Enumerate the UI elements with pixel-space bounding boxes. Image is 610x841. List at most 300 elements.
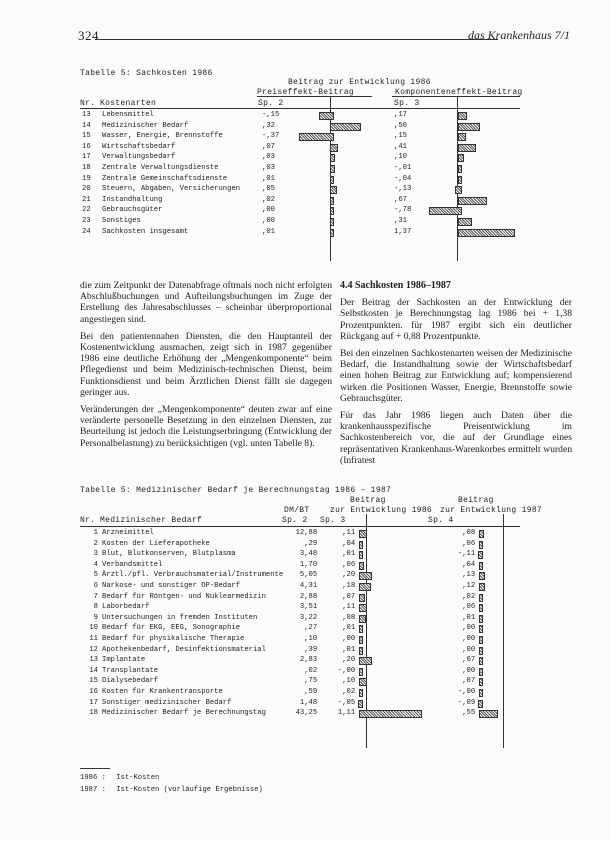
table2-group1986-line2: zur Entwicklung 1986 [330, 506, 433, 515]
row-value-1987: ,06 [462, 603, 476, 612]
row-value-dm: 1,48 [299, 698, 318, 707]
table-row [80, 131, 520, 142]
row-number: 1 [93, 529, 98, 537]
bar [479, 604, 483, 612]
table2-col-sp4: Sp. 4 [428, 516, 454, 525]
bar [479, 615, 483, 623]
row-bar-sp2 [328, 174, 392, 185]
row-value-1987: -,00 [457, 687, 476, 696]
row-label: Instandhaltung [102, 195, 163, 204]
row-value-dm: 3,51 [299, 603, 318, 612]
row-value-dm: ,10 [304, 634, 318, 643]
row-label: Apothekenbedarf, Desinfektionsmaterial [102, 645, 266, 654]
row-value-dm: ,75 [304, 677, 318, 686]
table-row [80, 142, 520, 153]
bar [359, 541, 363, 549]
row-bar-sp2 [328, 121, 392, 132]
row-value-dm: 2,83 [299, 656, 318, 665]
row-label: Wirtschaftsbedarf [102, 142, 176, 151]
row-label: Laborbedarf [102, 603, 150, 612]
bar [359, 572, 372, 580]
row-bar-sp3 [456, 110, 520, 121]
row-bar-1987 [477, 687, 521, 698]
bar [479, 668, 483, 676]
bar [330, 176, 334, 184]
bar [458, 133, 466, 141]
bar [359, 678, 367, 686]
table-row [80, 666, 521, 677]
row-value-dm: 12,88 [295, 529, 318, 537]
row-number: 24 [82, 227, 91, 236]
row-bar-1986 [357, 645, 433, 656]
row-value-1986: ,01 [342, 645, 356, 654]
table2-caption: Tabelle 5: Medizinischer Bedarf je Berechnungstag 1986 – 1987 [80, 486, 392, 495]
table-row [80, 602, 521, 613]
row-value-sp2: ,07 [262, 142, 275, 151]
row-value-1987: -,09 [457, 698, 476, 707]
row-bar-1987 [477, 666, 521, 677]
table1-col-name: Kostenarten [100, 99, 157, 108]
bar [458, 154, 464, 162]
row-value-dm: ,02 [304, 666, 318, 675]
row-label: Narkose- und sonstiger OP-Bedarf [102, 581, 241, 590]
row-number: 10 [89, 624, 98, 633]
row-bar-sp2 [328, 163, 392, 174]
row-bar-1987 [477, 602, 521, 613]
bar [479, 636, 483, 644]
row-bar-1986 [357, 698, 433, 709]
row-value-sp2: ,32 [262, 121, 275, 130]
row-bar-sp3 [456, 174, 520, 185]
bar [330, 154, 335, 162]
row-value-sp2: -,15 [262, 111, 280, 119]
right-paragraph-1: Der Beitrag der Sachkosten an der Entwicklung der Selbstkosten je Berechnungstag lag 1986 bei + 1,38 Prozentpunkten. für 1987 ergibt sich ein deutlicher Rückgang auf + 0,88 Prozentpunkte. [340, 297, 572, 342]
row-value-sp2: ,05 [262, 185, 275, 194]
row-bar-1986 [357, 528, 433, 539]
row-label: Verbandsmittel [102, 560, 163, 569]
row-value-1987: ,04 [462, 560, 476, 569]
row-bar-1987 [477, 570, 521, 581]
row-value-1986: 1,11 [337, 709, 356, 718]
row-number: 15 [89, 677, 98, 686]
row-value-1987: ,06 [462, 539, 476, 548]
left-text-column [80, 280, 332, 455]
row-bar-sp2 [328, 142, 392, 153]
row-value-sp2: ,01 [262, 174, 275, 183]
table1-sub-rule-right [392, 96, 520, 97]
row-value-dm: 1,70 [299, 560, 318, 569]
header-rule [95, 39, 498, 40]
table1-header-rule [80, 108, 520, 109]
row-value-sp3: ,17 [394, 111, 407, 119]
row-bar-sp3 [456, 195, 520, 206]
row-value-1986: ,07 [342, 592, 356, 601]
row-label: Kosten der Lieferapotheke [102, 539, 210, 548]
row-label: Verwaltungsbedarf [102, 153, 176, 162]
bar [458, 176, 462, 184]
row-value-1987: ,00 [462, 666, 476, 675]
row-label: Sonstiges [102, 216, 141, 225]
row-bar-1987 [477, 655, 521, 666]
table-row [80, 216, 520, 227]
row-bar-1986 [357, 549, 433, 560]
row-bar-1987 [477, 708, 521, 719]
table-row [80, 549, 521, 560]
bar [330, 165, 335, 173]
bar [359, 583, 371, 591]
footnote-text: Ist-Kosten (vorläufige Ergebnisse) [116, 786, 263, 794]
table1-group-header: Beitrag zur Entwicklung 1986 [288, 78, 431, 87]
row-bar-sp3 [456, 227, 520, 238]
table2-col-dm-top: DM/BT [284, 506, 310, 515]
bar [330, 229, 334, 237]
bar [429, 207, 462, 215]
row-label: Untersuchungen in fremden Instituten [102, 613, 258, 622]
row-bar-sp3 [456, 205, 520, 216]
table2-group1987-line2: zur Entwicklung 1987 [440, 506, 543, 515]
row-label: Ärztl./pfl. Verbrauchsmaterial/Instrumente [102, 571, 284, 580]
table1-caption: Tabelle 5: Sachkosten 1986 [80, 69, 213, 78]
row-bar-1987 [477, 528, 521, 539]
table2-col-nr: Nr. [80, 516, 96, 525]
row-number: 9 [93, 613, 98, 622]
row-value-1986: ,00 [342, 634, 356, 643]
row-value-dm: 2,88 [299, 592, 318, 601]
table-row [80, 539, 521, 550]
row-value-sp3: ,67 [394, 195, 407, 204]
row-bar-sp2 [328, 216, 392, 227]
row-bar-1986 [357, 602, 433, 613]
row-value-dm: ,29 [304, 539, 318, 548]
table-row [80, 205, 520, 216]
row-value-1987: ,55 [462, 709, 476, 718]
row-label: Transplantate [102, 666, 159, 675]
row-bar-1987 [477, 623, 521, 634]
table2-header-rule [80, 526, 520, 527]
row-number: 4 [93, 560, 98, 569]
row-bar-sp3 [456, 216, 520, 227]
left-paragraph-1: die zum Zeitpunkt der Datenabfrage oftmals noch nicht erfolgten Abschlußbuchungen und Aufteilungsbuchungen im Zuge der Erstellung des Jahresabschlusses – scheinbar überproportional angestiegen sind. [80, 280, 332, 325]
row-number: 8 [93, 603, 98, 612]
row-number: 6 [93, 581, 98, 590]
bar [479, 625, 483, 633]
row-bar-1987 [477, 613, 521, 624]
row-number: 18 [89, 709, 98, 718]
table-row [80, 655, 521, 666]
row-number: 16 [89, 687, 98, 696]
footnote-year: 1986 : [80, 774, 106, 782]
table1-sub-rule-left [257, 96, 372, 97]
row-bar-1987 [477, 634, 521, 645]
bar [359, 604, 367, 612]
row-label: Wasser, Energie, Brennstoffe [102, 132, 223, 141]
row-value-sp2: ,00 [262, 206, 275, 215]
row-value-dm: ,59 [304, 687, 318, 696]
bar [330, 207, 334, 215]
row-bar-1987 [477, 698, 521, 709]
bar [330, 218, 334, 226]
row-value-1986: ,18 [342, 581, 356, 590]
bar [458, 197, 487, 205]
row-number: 18 [82, 163, 91, 172]
footnote-1987 [80, 786, 263, 794]
row-bar-sp3 [456, 163, 520, 174]
row-label: Implantate [102, 656, 146, 665]
row-value-sp2: ,02 [262, 195, 275, 204]
row-bar-1987 [477, 539, 521, 550]
table-row [80, 676, 521, 687]
row-value-1987: ,08 [462, 529, 476, 537]
row-value-sp2: ,03 [262, 163, 275, 172]
bar [479, 562, 483, 570]
table-row [80, 570, 521, 581]
row-value-1986: ,11 [342, 603, 356, 612]
table1-sub-left: Preiseffekt-Beitrag [257, 88, 354, 97]
table1-col-sp2: Sp. 2 [258, 99, 284, 108]
running-title: das Krankenhaus 7/1 [468, 28, 570, 42]
bar [479, 572, 485, 580]
row-label: Gebrauchsgüter [102, 206, 163, 215]
row-value-sp3: -,04 [394, 174, 412, 183]
row-value-dm: 3,22 [299, 613, 318, 622]
row-value-1987: ,02 [462, 592, 476, 601]
right-paragraph-3: Für das Jahr 1986 liegen auch Daten über die krankenhausspezifische Preisentwicklung im Sachkostenbereich vor, die auf der Grundlage eines repräsentativen Krankenhaus-Warenkorbes ermittelt wurden (Infratest [340, 410, 572, 466]
row-value-1986: ,20 [342, 656, 356, 665]
table-row [80, 227, 520, 238]
row-bar-1987 [477, 676, 521, 687]
row-value-1987: ,13 [462, 571, 476, 580]
row-number: 21 [82, 195, 91, 204]
row-value-sp2: ,00 [262, 216, 275, 225]
row-value-sp3: -,13 [394, 185, 412, 194]
bar [479, 541, 483, 549]
row-label: Zentrale Verwaltungsdienste [102, 163, 219, 172]
row-number: 22 [82, 206, 91, 215]
right-paragraph-2: Bei den einzelnen Sachkostenarten weisen der Medizinische Bedarf, die Instandhaltung sowie der Wirtschaftsbedarf einen hohen Beitrag zur Entwicklung auf; kompensierend wirken die Positionen Wasser, Energie, Brennstoffe sowie Gebrauchsgüter. [340, 348, 572, 404]
table-row [80, 687, 521, 698]
table2-group1986-line1: Beitrag [350, 496, 386, 505]
row-bar-1987 [477, 592, 521, 603]
row-value-1986: ,01 [342, 624, 356, 633]
table1-col-sp3: Sp. 3 [394, 99, 420, 108]
row-value-1986: ,20 [342, 571, 356, 580]
row-bar-sp2 [328, 227, 392, 238]
row-value-1986: ,02 [342, 687, 356, 696]
row-number: 17 [89, 698, 98, 707]
bar [359, 710, 422, 718]
bar [455, 186, 462, 194]
bar [359, 657, 372, 665]
table1 [80, 110, 520, 237]
row-bar-sp2 [328, 184, 392, 195]
row-value-1986: -,00 [337, 666, 356, 675]
row-bar-sp3 [456, 152, 520, 163]
table2-body [80, 528, 540, 719]
row-label: Dialysebedarf [102, 677, 159, 686]
row-value-1986: ,08 [342, 613, 356, 622]
table-row [80, 592, 521, 603]
row-value-1987: ,07 [462, 656, 476, 665]
row-number: 3 [93, 550, 98, 559]
row-bar-sp2 [328, 110, 392, 121]
row-bar-1986 [357, 687, 433, 698]
row-label: Bedarf für Röntgen- und Nuklearmedizin [102, 592, 266, 601]
row-number: 23 [82, 216, 91, 225]
row-value-sp3: 1,37 [394, 227, 412, 236]
row-number: 12 [89, 645, 98, 654]
row-bar-sp2 [328, 131, 392, 142]
bar [359, 530, 367, 538]
bar [359, 551, 363, 559]
row-label: Arzneimittel [102, 529, 154, 537]
row-number: 19 [82, 174, 91, 183]
row-value-1987: -,11 [457, 550, 476, 559]
row-bar-1986 [357, 655, 433, 666]
bar [478, 551, 483, 559]
row-value-dm: ,27 [304, 624, 318, 633]
table1-col-nr: Nr. [80, 99, 96, 108]
bar [458, 112, 467, 120]
row-value-sp3: -,78 [394, 206, 412, 215]
table1-sub-right: Komponenteneffekt-Beitrag [395, 88, 523, 97]
bar [330, 144, 338, 152]
row-value-sp3: ,41 [394, 142, 407, 151]
table2-col-sp3: Sp. 3 [320, 516, 346, 525]
bar [359, 689, 363, 697]
bar [479, 647, 483, 655]
row-label: Medizinischer Bedarf [102, 121, 189, 130]
bar [479, 583, 485, 591]
row-bar-1986 [357, 613, 433, 624]
row-bar-1986 [357, 666, 433, 677]
row-value-dm: 5,05 [299, 571, 318, 580]
table-row [80, 613, 521, 624]
bar [359, 594, 365, 602]
row-value-1987: ,12 [462, 581, 476, 590]
table-row [80, 121, 520, 132]
row-bar-sp3 [456, 184, 520, 195]
bar [359, 562, 364, 570]
row-label: Zentrale Gemeinschaftsdienste [102, 174, 228, 183]
row-value-1986: ,06 [342, 560, 356, 569]
table-row [80, 708, 521, 719]
row-value-dm: 43,25 [295, 709, 318, 718]
row-value-sp3: ,10 [394, 153, 407, 162]
bar [479, 530, 483, 538]
row-label: Medizinischer Bedarf je Berechnungstag [102, 709, 266, 718]
row-bar-1986 [357, 581, 433, 592]
row-value-1986: ,10 [342, 677, 356, 686]
bar [359, 647, 363, 655]
row-value-1986: ,01 [342, 550, 356, 559]
row-number: 2 [93, 539, 98, 548]
row-bar-1986 [357, 592, 433, 603]
row-number: 16 [82, 142, 91, 151]
row-value-sp3: ,15 [394, 132, 407, 141]
row-number: 17 [82, 153, 91, 162]
row-bar-1987 [477, 560, 521, 571]
section-title: 4.4 Sachkosten 1986–1987 [340, 280, 451, 291]
row-value-1986: ,04 [342, 539, 356, 548]
bar [299, 133, 334, 141]
table-row [80, 560, 521, 571]
bar [479, 594, 483, 602]
footnote-year: 1987 : [80, 786, 106, 794]
row-value-1987: ,00 [462, 624, 476, 633]
bar [358, 700, 363, 708]
row-value-sp2: ,01 [262, 227, 275, 236]
row-bar-sp2 [328, 205, 392, 216]
row-number: 20 [82, 185, 91, 194]
row-bar-sp2 [328, 195, 392, 206]
table-row [80, 184, 520, 195]
row-label: Sachkosten insgesamt [102, 227, 189, 236]
bar [458, 123, 480, 131]
row-number: 7 [93, 592, 98, 601]
row-number: 13 [82, 111, 91, 119]
row-value-1987: ,07 [462, 677, 476, 686]
bar [478, 700, 483, 708]
row-number: 11 [89, 634, 98, 643]
bar [479, 710, 498, 718]
table-row [80, 645, 521, 656]
row-bar-1986 [357, 676, 433, 687]
row-number: 13 [89, 656, 98, 665]
table-row [80, 623, 521, 634]
row-number: 14 [89, 666, 98, 675]
table-row [80, 581, 521, 592]
bar [479, 689, 483, 697]
row-bar-1987 [477, 645, 521, 656]
row-bar-sp2 [328, 152, 392, 163]
row-bar-1986 [357, 560, 433, 571]
bar [458, 144, 476, 152]
row-bar-sp3 [456, 142, 520, 153]
row-value-1987: ,01 [462, 613, 476, 622]
left-paragraph-2: Bei den patientennahen Diensten, die den Hauptanteil der Kostenentwicklung ausmachen, zeigt sich in 1987 gegenüber 1986 eine deutliche Erhöhung der „Mengenkomponente“ beim Pflegedienst und beim Medizinisch-technischen Dienst, beim Funktionsdienst und beim Ärztlichen Dienst fällt sie dagegen geringer aus. [80, 330, 332, 398]
row-value-1987: ,00 [462, 634, 476, 643]
row-label: Blut, Blutkonserven, Blutplasma [102, 550, 236, 559]
bar [359, 625, 363, 633]
row-label: Steuern, Abgaben, Versicherungen [102, 185, 241, 194]
table-row [80, 163, 520, 174]
row-value-sp3: ,31 [394, 216, 407, 225]
row-value-dm: 4,31 [299, 581, 318, 590]
bar [458, 229, 515, 237]
row-bar-1987 [477, 549, 521, 560]
bar [330, 197, 334, 205]
row-bar-1986 [357, 623, 433, 634]
row-value-dm: 3,48 [299, 550, 318, 559]
footnote-text: Ist-Kosten [116, 774, 160, 782]
right-text-column [340, 280, 572, 472]
row-bar-1987 [477, 581, 521, 592]
row-bar-1986 [357, 708, 433, 719]
left-paragraph-3: Veränderungen der „Mengenkomponente“ deuten zwar auf eine veränderte personelle Besetzung in den einzelnen Diensten, zur Beurteilung ist jedoch die Leistungserbringung (Entwicklung der Personalbelastung) zu berücksichtigen (vgl. unten Tabelle 8). [80, 404, 332, 449]
bar [359, 636, 363, 644]
page-number: 324 [78, 28, 99, 43]
row-bar-sp3 [456, 131, 520, 142]
row-value-sp2: -,37 [262, 132, 280, 141]
bar [359, 668, 363, 676]
bar [458, 165, 462, 173]
row-label: Bedarf für EKG, EEG, Sonographie [102, 624, 241, 633]
row-label: Sonstiger medizinischer Bedarf [102, 698, 232, 707]
table-row [80, 195, 520, 206]
bar [479, 657, 483, 665]
row-value-dm: ,39 [304, 645, 318, 654]
row-number: 5 [93, 571, 98, 580]
